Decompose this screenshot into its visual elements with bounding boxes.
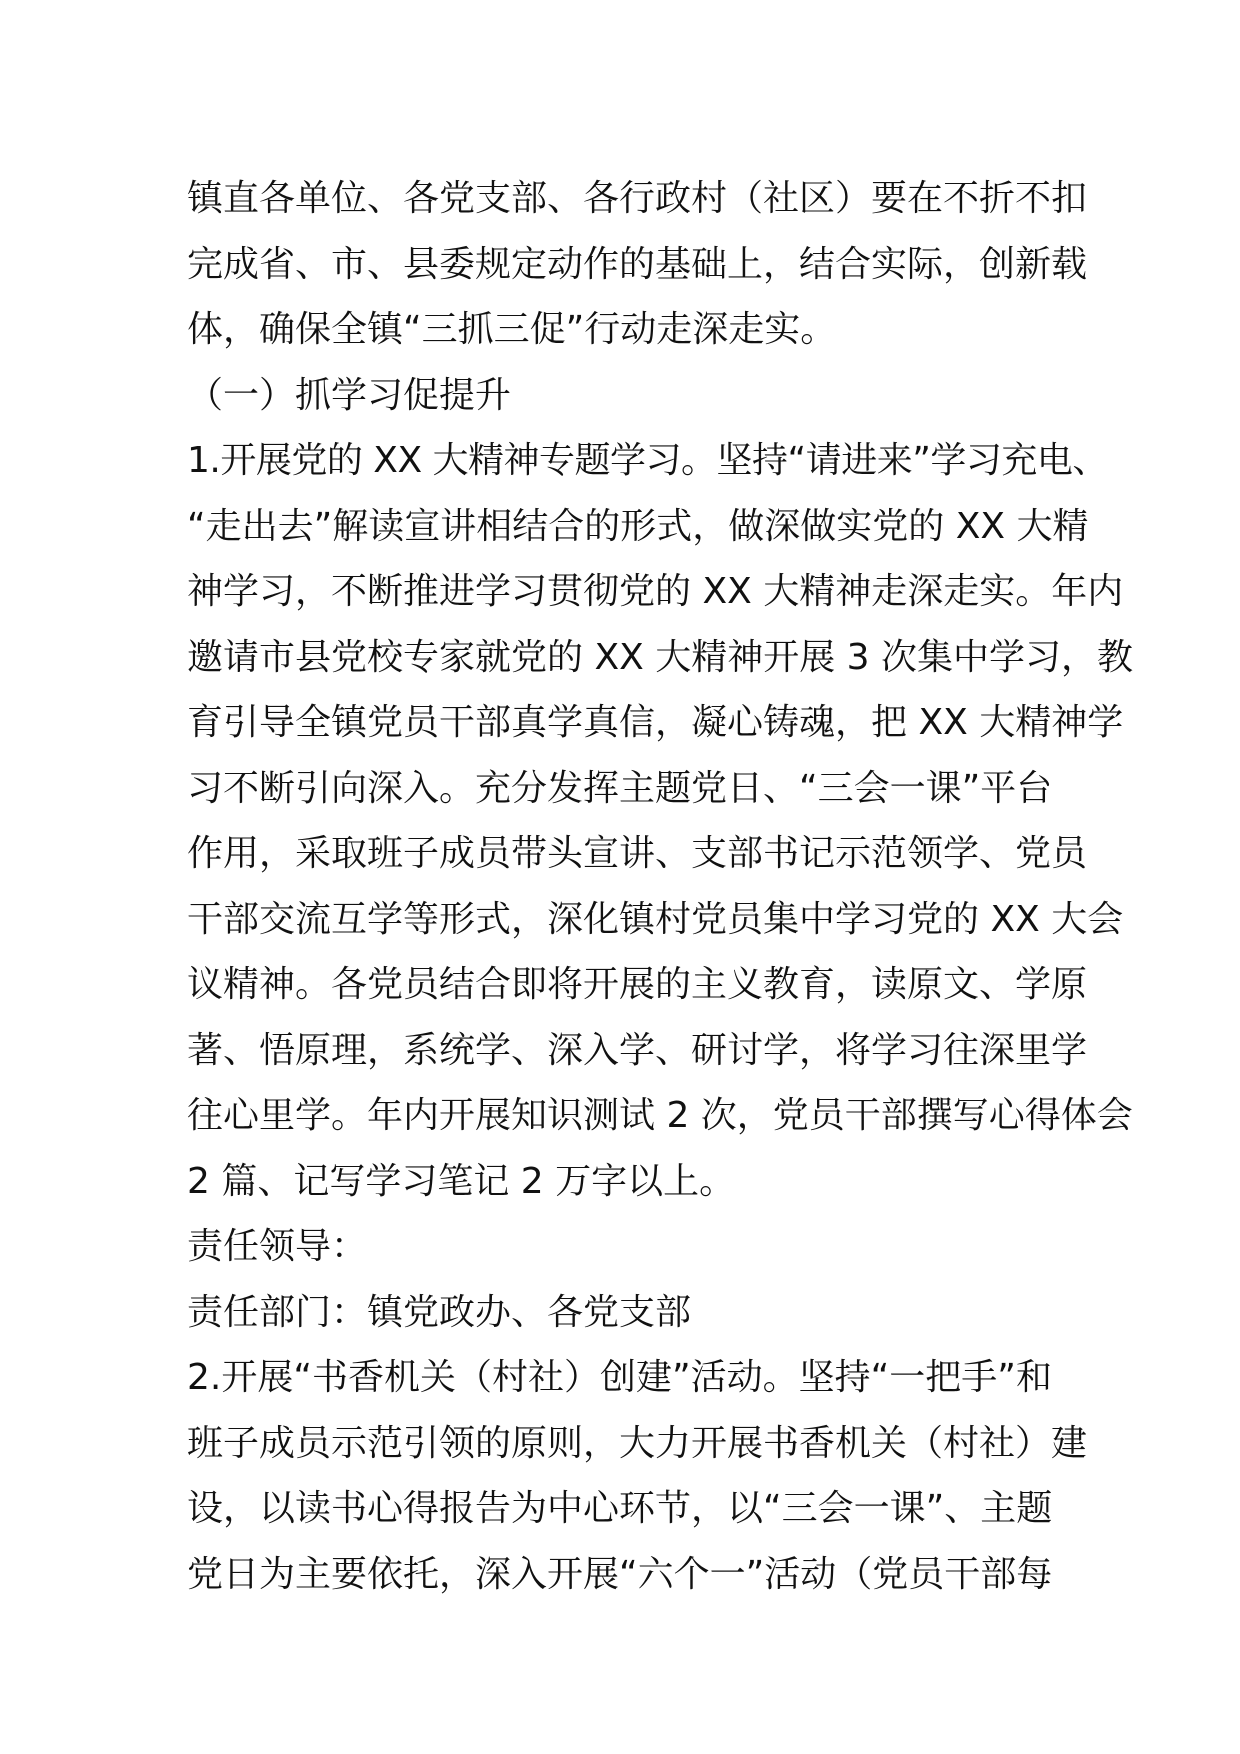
section-heading: （一）抓学习促提升 — [187, 374, 512, 416]
text-line: 育引导全镇党员干部真学真信，凝心铸魂，把 XX 大精神学 — [187, 702, 1124, 743]
text-line: 党日为主要依托，深入开展“六个一”活动（党员干部每 — [187, 1553, 1053, 1595]
responsible-leader: 责任领导： — [187, 1226, 368, 1267]
text-line: 神学习，不断推进学习贯彻党的 XX 大精神走深走实。年内 — [187, 571, 1124, 612]
item-1-heading: 1.开展党的 XX 大精神专题学习。坚持“请进来”学习充电、 — [187, 440, 1108, 481]
text-line: 作用，采取班子成员带头宣讲、支部书记示范领学、党员 — [187, 833, 1088, 874]
document-body — [187, 166, 1134, 1607]
text-line: 干部交流互学等形式，深化镇村党员集中学习党的 XX 大会 — [187, 898, 1124, 940]
text-line: 邀请市县党校专家就党的 XX 大精神开展 3 次集中学习，教 — [187, 636, 1134, 678]
text-line: 往心里学。年内开展知识测试 2 次，党员干部撰写心得体会 — [187, 1095, 1133, 1136]
text-line: 议精神。各党员结合即将开展的主义教育，读原文、学原 — [187, 964, 1088, 1005]
text-line: 体，确保全镇“三抓三促”行动走深走实。 — [187, 309, 837, 350]
text-line: 2 篇、记写学习笔记 2 万字以上。 — [187, 1160, 736, 1202]
item-2-heading: 2.开展“书香机关（村社）创建”活动。坚持“一把手”和 — [187, 1357, 1052, 1398]
text-line: 设，以读书心得报告为中心环节，以“三会一课”、主题 — [187, 1488, 1053, 1529]
text-line: 班子成员示范引领的原则，大力开展书香机关（村社）建 — [187, 1422, 1088, 1464]
text-line: 完成省、市、县委规定动作的基础上，结合实际，创新载 — [187, 243, 1088, 285]
text-line: 著、悟原理，系统学、深入学、研讨学，将学习往深里学 — [187, 1029, 1088, 1071]
responsible-department: 责任部门：镇党政办、各党支部 — [187, 1291, 692, 1333]
text-line: 习不断引向深入。充分发挥主题党日、“三会一课”平台 — [187, 767, 1053, 809]
text-line: “走出去”解读宣讲相结合的形式，做深做实党的 XX 大精 — [187, 505, 1089, 547]
text-line: 镇直各单位、各党支部、各行政村（社区）要在不折不扣 — [187, 178, 1088, 219]
